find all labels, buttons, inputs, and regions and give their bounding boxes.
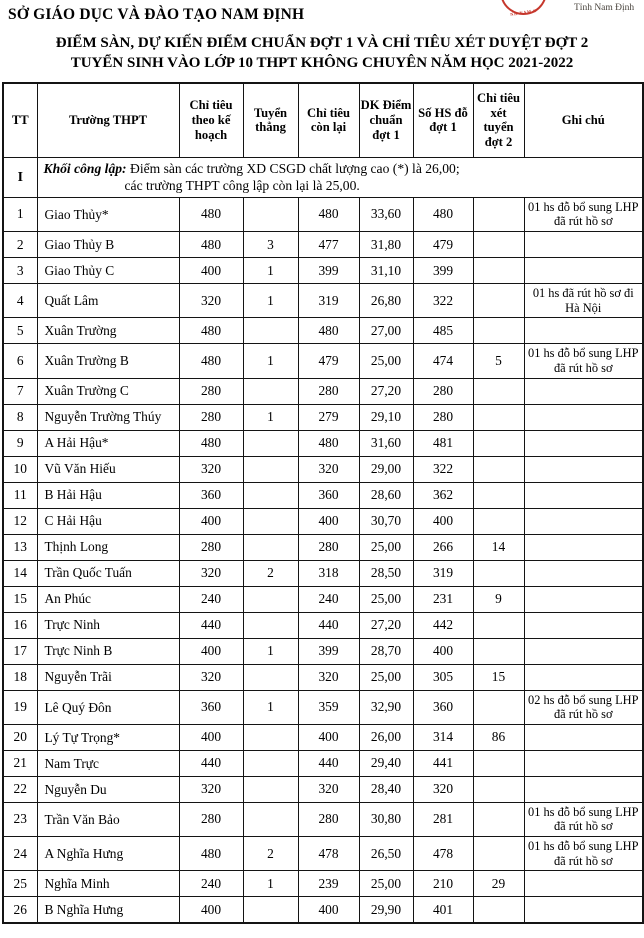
cell-school: Trực Ninh [37, 612, 179, 638]
cell-plan: 400 [179, 258, 243, 284]
cell-tt: 21 [3, 750, 37, 776]
cell-note: 01 hs đã rút hồ sơ đi Hà Nội [524, 284, 643, 318]
cell-direct [243, 482, 298, 508]
cell-note [524, 750, 643, 776]
cell-passed: 280 [413, 378, 473, 404]
cell-school: Giao Thủy B [37, 232, 179, 258]
cell-plan: 480 [179, 318, 243, 344]
cell-round2: 86 [473, 724, 524, 750]
table-row [3, 318, 643, 344]
cell-plan: 400 [179, 897, 243, 923]
cell-passed: 479 [413, 232, 473, 258]
table-row [3, 560, 643, 586]
table-row [3, 456, 643, 482]
cell-note [524, 776, 643, 802]
cell-direct: 1 [243, 638, 298, 664]
cell-note [524, 612, 643, 638]
page-title-line1: ĐIỂM SÀN, DỰ KIẾN ĐIỂM CHUẨN ĐỢT 1 VÀ CHỈ TIÊU XÉT DUYỆT ĐỢT 2 [55, 35, 589, 51]
cell-school: B Nghĩa Hưng [37, 897, 179, 923]
cell-note: 01 hs đỗ bổ sung LHP đã rút hồ sơ [524, 197, 643, 231]
cell-tt: 12 [3, 508, 37, 534]
cell-plan: 320 [179, 456, 243, 482]
cell-school: Giao Thủy C [37, 258, 179, 284]
cell-school: An Phúc [37, 586, 179, 612]
cell-score: 29,10 [359, 404, 413, 430]
cell-note [524, 871, 643, 897]
cell-note [524, 508, 643, 534]
cell-round2: 5 [473, 344, 524, 378]
document-header [0, 0, 644, 82]
cell-plan: 440 [179, 612, 243, 638]
cell-plan: 400 [179, 638, 243, 664]
cell-passed: 485 [413, 318, 473, 344]
cell-tt: 22 [3, 776, 37, 802]
cell-tt: 25 [3, 871, 37, 897]
section-number: I [3, 157, 37, 197]
cell-passed: 481 [413, 430, 473, 456]
cell-round2 [473, 750, 524, 776]
cell-passed: 266 [413, 534, 473, 560]
agency-name: SỞ GIÁO DỤC VÀ ĐÀO TẠO NAM ĐỊNH [8, 6, 305, 23]
cell-passed: 400 [413, 508, 473, 534]
cell-direct [243, 197, 298, 231]
cell-remaining: 359 [298, 690, 359, 724]
cell-direct: 1 [243, 690, 298, 724]
cell-passed: 400 [413, 638, 473, 664]
section-text-line2: các trường THPT công lập còn lại là 25,00. [124, 178, 360, 194]
cell-score: 31,10 [359, 258, 413, 284]
cell-passed: 280 [413, 404, 473, 430]
cell-tt: 13 [3, 534, 37, 560]
cell-school: A Nghĩa Hưng [37, 837, 179, 871]
cell-tt: 2 [3, 232, 37, 258]
cell-score: 29,40 [359, 750, 413, 776]
section-note [37, 157, 643, 197]
cell-remaining: 400 [298, 897, 359, 923]
section-text-line1: Điểm sàn các trường XD CSGD chất lượng cao (*) là 26,00; [130, 160, 460, 176]
cell-plan: 360 [179, 482, 243, 508]
cell-note [524, 482, 643, 508]
cell-direct [243, 750, 298, 776]
scores-table [2, 82, 644, 924]
cell-school: Lý Tự Trọng* [37, 724, 179, 750]
table-row [3, 724, 643, 750]
cell-school: Giao Thủy* [37, 197, 179, 231]
cell-note [524, 897, 643, 923]
cell-passed: 320 [413, 776, 473, 802]
table-row [3, 638, 643, 664]
cell-note [524, 638, 643, 664]
cell-direct [243, 897, 298, 923]
cell-remaining: 480 [298, 318, 359, 344]
cell-direct: 1 [243, 344, 298, 378]
cell-remaining: 399 [298, 638, 359, 664]
cell-score: 28,50 [359, 560, 413, 586]
cell-tt: 3 [3, 258, 37, 284]
cell-remaining: 320 [298, 776, 359, 802]
cell-school: Trần Quốc Tuấn [37, 560, 179, 586]
cell-passed: 322 [413, 284, 473, 318]
cell-round2 [473, 378, 524, 404]
cell-direct: 3 [243, 232, 298, 258]
cell-remaining: 400 [298, 508, 359, 534]
col-header-school: Trường THPT [37, 83, 179, 157]
cell-tt: 7 [3, 378, 37, 404]
cell-plan: 360 [179, 690, 243, 724]
cell-score: 31,60 [359, 430, 413, 456]
cell-note [524, 534, 643, 560]
cell-school: Trần Văn Bảo [37, 802, 179, 836]
cell-direct [243, 318, 298, 344]
cell-remaining: 479 [298, 344, 359, 378]
cell-round2 [473, 482, 524, 508]
cell-passed: 480 [413, 197, 473, 231]
cell-round2 [473, 776, 524, 802]
cell-tt: 20 [3, 724, 37, 750]
cell-score: 26,00 [359, 724, 413, 750]
cell-note: 01 hs đỗ bổ sung LHP đã rút hồ sơ [524, 837, 643, 871]
table-row [3, 664, 643, 690]
cell-direct [243, 776, 298, 802]
table-row [3, 508, 643, 534]
table-row [3, 837, 643, 871]
table-row [3, 802, 643, 836]
cell-plan: 480 [179, 232, 243, 258]
cell-passed: 281 [413, 802, 473, 836]
cell-school: Nghĩa Minh [37, 871, 179, 897]
cell-direct [243, 664, 298, 690]
cell-round2 [473, 404, 524, 430]
cell-round2: 14 [473, 534, 524, 560]
cell-score: 32,90 [359, 690, 413, 724]
cell-remaining: 280 [298, 378, 359, 404]
cell-tt: 10 [3, 456, 37, 482]
col-header-tt: TT [3, 83, 37, 157]
cell-tt: 17 [3, 638, 37, 664]
red-seal-arc-text: NH NAM C [509, 8, 538, 17]
table-row [3, 750, 643, 776]
cell-score: 27,20 [359, 612, 413, 638]
cell-plan: 280 [179, 802, 243, 836]
table-row [3, 197, 643, 231]
cell-tt: 11 [3, 482, 37, 508]
cell-school: C Hải Hậu [37, 508, 179, 534]
cell-note: 02 hs đỗ bổ sung LHP đã rút hồ sơ [524, 690, 643, 724]
cell-school: Xuân Trường B [37, 344, 179, 378]
cell-round2: 15 [473, 664, 524, 690]
cell-remaining: 319 [298, 284, 359, 318]
cell-plan: 280 [179, 404, 243, 430]
cell-remaining: 240 [298, 586, 359, 612]
table-header-row [3, 83, 643, 157]
cell-score: 25,00 [359, 344, 413, 378]
cell-note [524, 430, 643, 456]
cell-tt: 6 [3, 344, 37, 378]
cell-tt: 5 [3, 318, 37, 344]
cell-passed: 210 [413, 871, 473, 897]
cell-remaining: 280 [298, 802, 359, 836]
cell-direct [243, 456, 298, 482]
cell-remaining: 320 [298, 664, 359, 690]
section-row-public-schools [3, 157, 643, 197]
cell-tt: 26 [3, 897, 37, 923]
cell-round2: 29 [473, 871, 524, 897]
section-label: Khối công lập: [43, 160, 127, 176]
cell-plan: 400 [179, 724, 243, 750]
page-title [0, 34, 644, 74]
table-row [3, 534, 643, 560]
table-row [3, 776, 643, 802]
cell-school: B Hải Hậu [37, 482, 179, 508]
cell-score: 29,00 [359, 456, 413, 482]
cell-round2 [473, 638, 524, 664]
cell-direct: 1 [243, 284, 298, 318]
cell-passed: 360 [413, 690, 473, 724]
cell-passed: 314 [413, 724, 473, 750]
page-title-line2: TUYỂN SINH VÀO LỚP 10 THPT KHÔNG CHUYÊN NĂM HỌC 2021-2022 [70, 54, 574, 71]
cell-school: Nguyễn Du [37, 776, 179, 802]
cell-plan: 320 [179, 776, 243, 802]
cell-passed: 362 [413, 482, 473, 508]
cell-remaining: 318 [298, 560, 359, 586]
cell-note [524, 560, 643, 586]
cell-round2 [473, 690, 524, 724]
table-row [3, 404, 643, 430]
cell-plan: 280 [179, 378, 243, 404]
cell-remaining: 320 [298, 456, 359, 482]
cell-remaining: 280 [298, 534, 359, 560]
cell-score: 28,40 [359, 776, 413, 802]
cell-score: 30,80 [359, 802, 413, 836]
cell-school: A Hải Hậu* [37, 430, 179, 456]
cell-tt: 4 [3, 284, 37, 318]
table-row [3, 232, 643, 258]
province-label: Tỉnh Nam Định [574, 3, 635, 13]
cell-round2 [473, 232, 524, 258]
cell-note [524, 404, 643, 430]
cell-school: Xuân Trường [37, 318, 179, 344]
cell-note [524, 586, 643, 612]
cell-score: 25,00 [359, 871, 413, 897]
cell-remaining: 279 [298, 404, 359, 430]
cell-tt: 9 [3, 430, 37, 456]
cell-passed: 231 [413, 586, 473, 612]
cell-round2: 9 [473, 586, 524, 612]
cell-direct: 1 [243, 871, 298, 897]
cell-remaining: 239 [298, 871, 359, 897]
cell-remaining: 400 [298, 724, 359, 750]
cell-plan: 400 [179, 508, 243, 534]
cell-school: Vũ Văn Hiếu [37, 456, 179, 482]
cell-score: 28,60 [359, 482, 413, 508]
cell-score: 33,60 [359, 197, 413, 231]
cell-round2 [473, 430, 524, 456]
table-row [3, 586, 643, 612]
cell-score: 27,00 [359, 318, 413, 344]
cell-direct [243, 612, 298, 638]
cell-round2 [473, 560, 524, 586]
cell-tt: 23 [3, 802, 37, 836]
cell-round2 [473, 197, 524, 231]
cell-score: 30,70 [359, 508, 413, 534]
table-row [3, 612, 643, 638]
cell-plan: 480 [179, 344, 243, 378]
cell-round2 [473, 897, 524, 923]
cell-round2 [473, 802, 524, 836]
cell-passed: 399 [413, 258, 473, 284]
table-row [3, 690, 643, 724]
table-row [3, 344, 643, 378]
cell-plan: 320 [179, 664, 243, 690]
cell-score: 31,80 [359, 232, 413, 258]
table-row [3, 897, 643, 923]
cell-round2 [473, 258, 524, 284]
table-row [3, 482, 643, 508]
cell-passed: 442 [413, 612, 473, 638]
cell-tt: 8 [3, 404, 37, 430]
cell-round2 [473, 284, 524, 318]
table-row [3, 871, 643, 897]
cell-remaining: 440 [298, 612, 359, 638]
cell-note [524, 378, 643, 404]
cell-plan: 480 [179, 837, 243, 871]
table-row [3, 430, 643, 456]
cell-remaining: 478 [298, 837, 359, 871]
cell-passed: 441 [413, 750, 473, 776]
cell-remaining: 440 [298, 750, 359, 776]
cell-round2 [473, 612, 524, 638]
cell-score: 26,50 [359, 837, 413, 871]
cell-note [524, 232, 643, 258]
table-row [3, 378, 643, 404]
cell-remaining: 399 [298, 258, 359, 284]
cell-direct: 2 [243, 560, 298, 586]
cell-score: 25,00 [359, 534, 413, 560]
cell-passed: 319 [413, 560, 473, 586]
cell-direct [243, 378, 298, 404]
cell-school: Trực Ninh B [37, 638, 179, 664]
col-header-remaining: Chỉ tiêu còn lại [298, 83, 359, 157]
cell-round2 [473, 508, 524, 534]
cell-school: Quất Lâm [37, 284, 179, 318]
cell-passed: 474 [413, 344, 473, 378]
cell-tt: 24 [3, 837, 37, 871]
cell-note [524, 664, 643, 690]
col-header-round2: Chỉ tiêu xét tuyển đợt 2 [473, 83, 524, 157]
cell-school: Xuân Trường C [37, 378, 179, 404]
cell-note [524, 456, 643, 482]
cell-passed: 322 [413, 456, 473, 482]
cell-direct: 1 [243, 404, 298, 430]
cell-direct: 2 [243, 837, 298, 871]
cell-passed: 305 [413, 664, 473, 690]
cell-plan: 440 [179, 750, 243, 776]
cell-school: Nguyễn Trường Thúy [37, 404, 179, 430]
cell-tt: 16 [3, 612, 37, 638]
col-header-note: Ghi chú [524, 83, 643, 157]
cell-direct [243, 430, 298, 456]
cell-note: 01 hs đỗ bổ sung LHP đã rút hồ sơ [524, 802, 643, 836]
cell-school: Lê Quý Đôn [37, 690, 179, 724]
col-header-passed: Số HS đỗ đợt 1 [413, 83, 473, 157]
cell-score: 25,00 [359, 586, 413, 612]
cell-remaining: 360 [298, 482, 359, 508]
cell-note [524, 318, 643, 344]
col-header-score: DK Điểm chuẩn đợt 1 [359, 83, 413, 157]
cell-remaining: 477 [298, 232, 359, 258]
red-seal-icon [496, 0, 552, 17]
cell-direct [243, 586, 298, 612]
table-row [3, 258, 643, 284]
cell-school: Thịnh Long [37, 534, 179, 560]
cell-score: 25,00 [359, 664, 413, 690]
cell-remaining: 480 [298, 197, 359, 231]
cell-remaining: 480 [298, 430, 359, 456]
cell-direct [243, 724, 298, 750]
cell-note: 01 hs đỗ bổ sung LHP đã rút hồ sơ [524, 344, 643, 378]
cell-score: 28,70 [359, 638, 413, 664]
cell-direct [243, 508, 298, 534]
cell-plan: 320 [179, 284, 243, 318]
cell-direct: 1 [243, 258, 298, 284]
table-row [3, 284, 643, 318]
cell-tt: 1 [3, 197, 37, 231]
cell-tt: 15 [3, 586, 37, 612]
cell-passed: 401 [413, 897, 473, 923]
cell-round2 [473, 456, 524, 482]
cell-tt: 18 [3, 664, 37, 690]
cell-school: Nam Trực [37, 750, 179, 776]
col-header-plan: Chỉ tiêu theo kế hoạch [179, 83, 243, 157]
cell-plan: 480 [179, 197, 243, 231]
cell-note [524, 724, 643, 750]
cell-school: Nguyễn Trãi [37, 664, 179, 690]
cell-note [524, 258, 643, 284]
cell-round2 [473, 837, 524, 871]
cell-score: 27,20 [359, 378, 413, 404]
cell-direct [243, 534, 298, 560]
cell-score: 26,80 [359, 284, 413, 318]
cell-plan: 280 [179, 534, 243, 560]
cell-score: 29,90 [359, 897, 413, 923]
cell-tt: 19 [3, 690, 37, 724]
cell-plan: 240 [179, 586, 243, 612]
cell-direct [243, 802, 298, 836]
cell-plan: 240 [179, 871, 243, 897]
col-header-direct: Tuyển thẳng [243, 83, 298, 157]
cell-plan: 480 [179, 430, 243, 456]
cell-passed: 478 [413, 837, 473, 871]
cell-round2 [473, 318, 524, 344]
cell-plan: 320 [179, 560, 243, 586]
cell-tt: 14 [3, 560, 37, 586]
